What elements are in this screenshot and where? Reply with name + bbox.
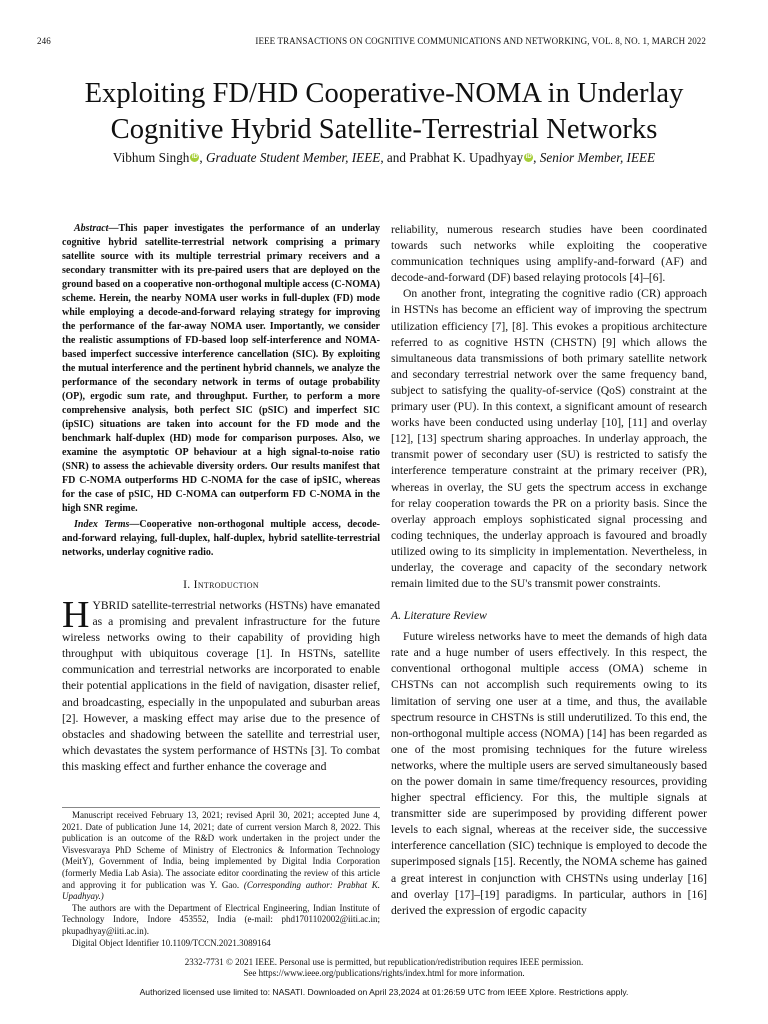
license-notice: Authorized licensed use limited to: NASATI. Downloaded on April 23,2024 at 01:26:59 UTC from IEEE Xplore. Restrictions apply. — [139, 987, 629, 997]
paragraph-literature-review: Future wireless networks have to meet the demands of high data rate and a huge number of users effectively. In this respect, the conventional orthogonal multiple access (OMA) scheme in CHSTNs can not accomplish such requirements owing to its limitation of serving one user at a time, and thus, the available spectrum resource in CHSTNs is still underutilized. To this end, the non-orthogonal multiple access (NOMA) [14] has been regarded as one of the most promising techniques for the future wireless networks, where the multiple users are served simultaneously based on the power domain in same time/frequency resources, providing higher spectral efficiency. For this, the multiple signals at transmitter side are superimposed by providing different power levels to each signal, whereas at the receiver side, the successive interference cancellation (SIC) technique is employed to decode the superimposed signals [15]. Recently, the NOMA scheme has gained a great interest in conjunction with CHSTNs using underlay [16] and overlay [17]–[19] paradigms. In particular, authors in [16] derived the expression of ergodic capacity — [391, 630, 707, 917]
paper-title — [30, 76, 738, 148]
footnote-affiliation: The authors are with the Department of Electrical Engineering, Indian Institute of Technology Indore, Indore 453552, India (e-mail: phd1701102002@iiti.ac.in; pkupadhyay@iiti.ac.in). — [62, 902, 380, 936]
running-header — [37, 36, 706, 48]
left-column — [62, 222, 380, 775]
intro-paragraph-text: satellite-terrestrial networks (HSTNs) have emanated as a promising and prevalent infrastructure for the future wireless networks owing to their capability of providing high throughput with ubiquitous coverage [1]. In HSTNs, satellite communication and terrestrial networks are incorporated to enable their potential applications in the field of navigation, disaster relief, and broadcasting, especially in the unpopulated and suburban areas [2]. However, a masking effect may arise due to the presence of obstacles and shadowing between the satellite and terrestrial user, which devastates the system performance of HSTNs [3]. To combat this masking effect and further enhance the coverage and — [62, 599, 380, 773]
author-1-name: Vibhum Singh — [112, 150, 190, 165]
orcid-icon[interactable]: iD — [525, 154, 532, 160]
index-terms — [62, 518, 380, 560]
author-joiner: , and — [380, 150, 410, 165]
paragraph-cognitive-radio: On another front, integrating the cognitive radio (CR) approach in HSTNs has become an efficient way of improving the spectrum utilization efficiency [7], [8]. This evokes a propitious architecture referred to as cognitive HSTN (CHSTN) [9] which allows the simultaneous data transmissions of both primary satellite network and secondary terrestrial network over the same frequency band, subject to satisfying the quality-of-service (QoS) constraint at the primary user (PU). In this context, a significant amount of research works have been conducted using underlay [10], [11] and overlay [12], [13] spectrum sharing approaches. In underlay approach, the transmit power of secondary user (SU) is restricted to satisfy the interference temperature constraint at the primary receiver (PR), whereas in overlay, the SU gets the spectrum access in exchange for relay cooperation towards the PR on a priority basis. Since the overlay approach employs sophisticated signal processing and coding techniques, the underlay approach is favoured and broadly utilized owing to its simplicity in implementation. Nevertheless, in underlay, the coverage and capacity of the secondary network remain limited due to the SU's transmit power constraints. — [391, 287, 707, 591]
footnote-manuscript-text: Manuscript received February 13, 2021; revised April 30, 2021; accepted June 4, 2021. Date of publication June 14, 2021; date of current version March 8, 2022. This publication is an outcome of the R&D work undertaken in the project under the Visvesvaraya PhD Scheme of Ministry of Electronics & Information Technology (MeitY), Government of India, being implemented by Digital India Corporation (formerly Media Lab Asia). The associate editor coordinating the review of this article and approving it for publication was Y. Gao. — [62, 810, 380, 890]
abstract-text: —This paper investigates the performance of an underlay cognitive hybrid satellite-terrestrial network comprising a primary satellite source with its multiple terrestrial primary receivers and a secondary transmitter with its pre-paired users that are deployed on the ground based on a cooperative non-orthogonal multiple access (C-NOMA) scheme. Herein, the nearby NOMA user works in full-duplex (FD) mode while employing a decode-and-forward relaying strategy for improving the performance of the far-away NOMA user. Importantly, we consider the realistic assumptions of FD-based loop self-interference and NOMA-based imperfect successive interference cancellation (SIC). By exploiting the mutual interference and the pertinent hybrid channels, we analyze the performance of the secondary network in terms of outage probability (OP), ergodic sum rate, and throughput. Further, to perform a more comprehensive analysis, both perfect SIC (pSIC) and imperfect SIC (ipSIC) situations are taken into account for the FD mode and the benchmark half-duplex (HD) mode for comparison purposes. Also, we examine the asymptotic OP behaviour at a high signal-to-noise ratio (SNR) to assess the achievable diversity orders. Our results manifest that FD C-NOMA outperforms HD C-NOMA for the case of ipSIC, whereas for the case of pSIC, HD C-NOMA can outperform FD C-NOMA in the high SNR regime. — [62, 223, 380, 514]
abstract-label: Abstract — [74, 223, 109, 234]
footnote-doi: Digital Object Identifier 10.1109/TCCN.2021.3089164 — [72, 937, 271, 948]
page-number: 246 — [37, 36, 51, 46]
drop-cap: H — [62, 594, 90, 636]
section-numeral: I. — [183, 578, 194, 591]
index-terms-text: —Cooperative non-orthogonal multiple access, decode-and-forward relaying, full-duplex, half-duplex, hybrid satellite-terrestrial networks, underlay cognitive radio. — [62, 519, 380, 558]
intro-paragraph — [62, 594, 380, 775]
orcid-icon[interactable]: iD — [191, 154, 198, 160]
journal-header: IEEE TRANSACTIONS ON COGNITIVE COMMUNICATIONS AND NETWORKING, VOL. 8, NO. 1, MARCH 2022 — [255, 36, 706, 46]
section-title: Introduction — [193, 578, 259, 591]
copyright-notice — [40, 957, 728, 979]
paragraph-continued: reliability, numerous research studies have been coordinated towards such networks while exploiting the cooperative communication techniques using amplify-and-forward (AF) and decode-and-forward (DF) based relaying protocols [4]–[6]. — [391, 223, 707, 285]
footnote-manuscript — [62, 810, 380, 903]
right-column — [391, 222, 707, 919]
author-1-role: Graduate Student Member, IEEE — [205, 150, 381, 165]
author-2-name: Prabhat K. Upadhyay — [409, 150, 524, 165]
copyright-line-2: See https://www.ieee.org/publications/rights/index.html for more information. — [243, 968, 525, 978]
copyright-line-1: 2332-7731 © 2021 IEEE. Personal use is permitted, but republication/redistribution requires IEEE permission. — [184, 957, 584, 967]
author-line: Vibhum Singh iD , Graduate Student Member, IEEE, and Prabhat K. Upadhyay iD , Senior Member, IEEE — [112, 150, 656, 165]
section-heading-introduction — [62, 578, 380, 592]
intro-lead-word: YBRID — [92, 599, 129, 612]
title-line-1: Exploiting FD/HD Cooperative-NOMA in Underlay — [84, 78, 684, 109]
title-line-2: Cognitive Hybrid Satellite-Terrestrial Networks — [110, 114, 658, 145]
corresponding-author: (Corresponding author: Prabhat K. Upadhyay.) — [62, 879, 380, 902]
subsection-heading-literature-review: A. Literature Review — [391, 609, 487, 623]
abstract — [62, 222, 380, 516]
index-terms-label: Index Terms — [74, 519, 130, 530]
footnote-block — [62, 807, 380, 949]
author-2-role: Senior Member, IEEE — [539, 150, 656, 165]
